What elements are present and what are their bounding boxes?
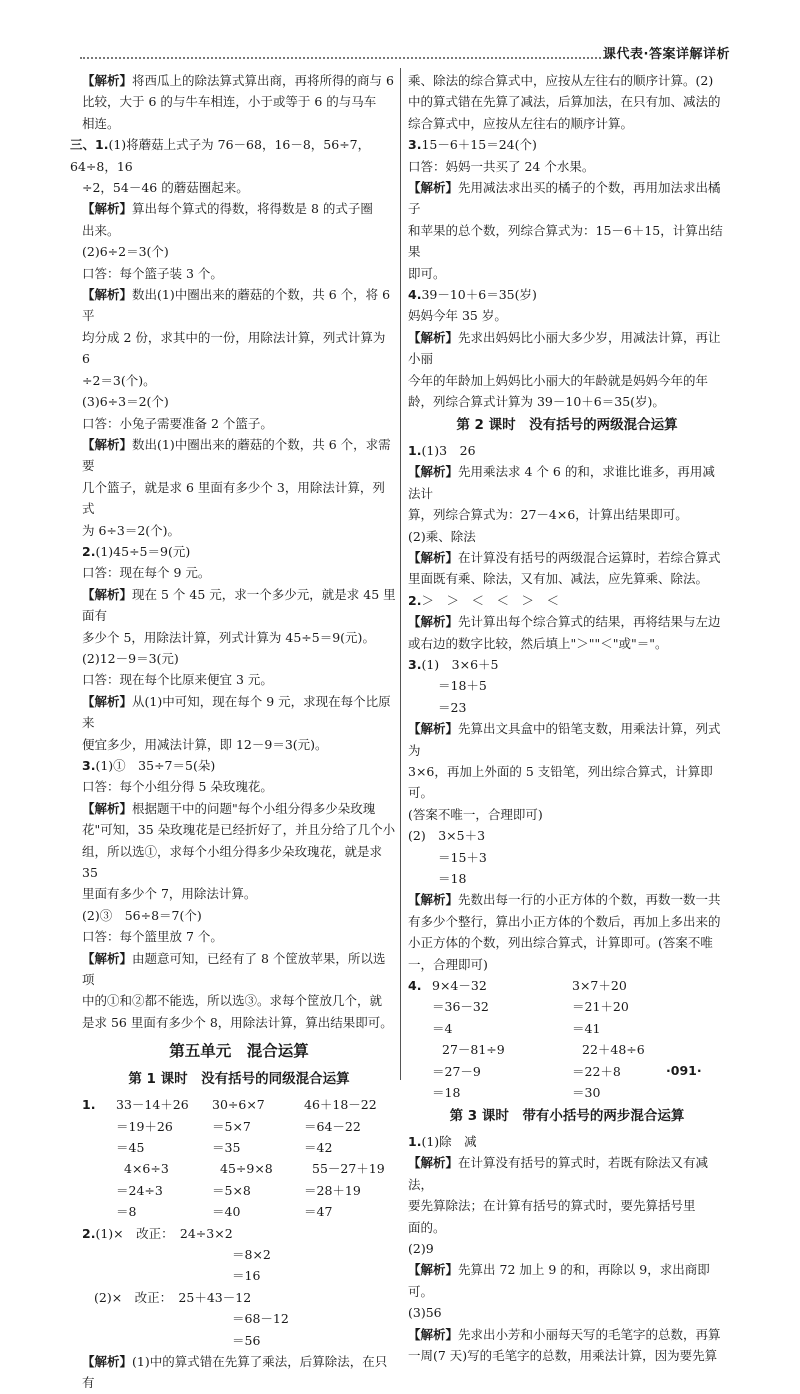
calc-cell: ＝4 xyxy=(432,1020,453,1036)
analysis-tag: 【解析】 xyxy=(82,287,133,303)
text-line: (2)12－9＝3(元) xyxy=(82,650,179,666)
text-line: 【解析】将西瓜上的除法算式算出商，再将所得的商与 6 xyxy=(82,73,394,88)
question-3 xyxy=(82,755,396,776)
text-line: (3)6÷3＝2(个) xyxy=(82,394,169,410)
calc-cell: ＝47 xyxy=(304,1204,333,1220)
analysis-tag: 【解析】 xyxy=(82,1353,133,1369)
question-number: 3. xyxy=(408,656,422,672)
question-1 xyxy=(408,440,726,461)
page-number: ·091· xyxy=(666,1063,702,1078)
calc-cell: 3×7＋20 xyxy=(572,978,627,994)
text-line: 中的①和②都不能选，所以选③。求每个筐放几个，就 xyxy=(82,993,383,1009)
analysis-tag: 【解析】 xyxy=(82,586,133,602)
question-text: (1)45÷5＝9(元) xyxy=(95,543,191,559)
right-analysis-6 xyxy=(408,718,726,825)
header-title: 课代表·答案详解详析 xyxy=(603,47,730,62)
text-line: 【解析】先求出小芳和小丽每天写的毛笔字的总数，再算 xyxy=(408,1326,721,1342)
text-line: 出来。 xyxy=(82,222,120,238)
analysis-tag: 【解析】 xyxy=(82,800,133,816)
text-line: 【解析】数出(1)中圈出来的蘑菇的个数，共 6 个，将 6 平 xyxy=(82,287,395,324)
text-line: 【解析】由题意可知，已经有了 8 个筐放苹果，所以选项 xyxy=(82,950,386,988)
text-line: 口答：现在每个比原来便宜 3 元。 xyxy=(82,672,273,688)
question-number: 三、1. xyxy=(70,137,109,153)
question-2 xyxy=(82,541,396,562)
question-text: (1)① 35÷7＝5(朵) xyxy=(95,758,216,773)
correction-line: ＝68－12 xyxy=(232,1311,289,1327)
question-number: 3. xyxy=(408,137,422,153)
question-2-corrections xyxy=(82,1223,396,1351)
text-line: 【解析】在计算没有括号的算式时，若既有除法又有减法， xyxy=(408,1155,709,1192)
right-analysis-8 xyxy=(408,1152,726,1366)
text-line: (2)9 xyxy=(408,1240,434,1256)
calc-cell: 55－27＋19 xyxy=(312,1161,385,1177)
calc-cell xyxy=(408,1082,432,1103)
text-line: 多少个 5，用除法计算，列式计算为 45÷5＝9(元)。 xyxy=(82,629,375,645)
calc-cell: 45÷9×8 xyxy=(220,1161,273,1177)
right-analysis-5 xyxy=(408,611,726,654)
text-line: 【解析】从(1)中可知，现在每个 9 元，求现在每个比原来 xyxy=(82,693,391,731)
calc-cell: ＝45 xyxy=(116,1139,145,1155)
calc-cell: 33－14＋26 xyxy=(116,1097,189,1113)
text-line: 【解析】先用减法求出买的橘子的个数，再用加法求出橘子 xyxy=(408,180,721,217)
question-number: 1. xyxy=(408,1133,422,1149)
text-line: 【解析】先算出文具盒中的铅笔支数，用乘法计算，列式为 xyxy=(408,721,721,758)
question-number: 2. xyxy=(408,592,422,608)
question-text: (1)将蘑菇上式子为 76－68，16－8，56÷7，64÷8，16 xyxy=(70,137,371,174)
text-line: 要先算除法；在计算有括号的算式时，要先算括号里 xyxy=(408,1198,696,1214)
text-line: 便宜多少，用减法计算，即 12－9＝3(元)。 xyxy=(82,736,328,752)
calc-grid-1 xyxy=(82,1094,396,1222)
question-text: (1) 3×6＋5 xyxy=(421,656,499,672)
text-line: 【解析】数出(1)中圈出来的蘑菇的个数，共 6 个，求需要 xyxy=(82,436,391,474)
text-line: 或右边的数字比较，然后填上"＞""＜"或"＝"。 xyxy=(408,635,668,651)
text-line: 口答：每个小组分得 5 朵玫瑰花。 xyxy=(82,779,273,795)
question-3 xyxy=(408,134,726,155)
correction-line: (2)× 改正： 25＋43－12 xyxy=(94,1289,252,1305)
analysis-tag: 【解析】 xyxy=(408,464,459,480)
analysis-tag: 【解析】 xyxy=(408,1326,459,1342)
question-number: 1. xyxy=(82,1097,96,1113)
calc-cell: 4×6÷3 xyxy=(124,1161,169,1177)
calc-line: ＝15＋3 xyxy=(438,849,487,865)
text-line: 一，合理即可) xyxy=(408,956,488,972)
calc-cell: ＝30 xyxy=(572,1085,601,1101)
calc-cell: 27－81÷9 xyxy=(442,1042,505,1058)
analysis-tag: 【解析】 xyxy=(408,180,459,196)
text-line: 【解析】根据题干中的问题"每个小组分得多少朵玫瑰 xyxy=(82,800,376,816)
text-line: 【解析】(1)中的算式错在先算了乘法，后算除法，在只有 xyxy=(82,1353,388,1391)
text-line: 【解析】先求出妈妈比小丽大多少岁，用减法计算，再让小丽 xyxy=(408,329,721,367)
question-text: 15－6＋15＝24(个) xyxy=(421,137,537,153)
right-column xyxy=(408,70,726,1366)
question-text: (1)3 26 xyxy=(421,442,476,458)
text-line: 花"可知，35 朵玫瑰花是已经折好了，并且分给了几个小 xyxy=(82,822,396,838)
correction-text: (1)× 改正： 24÷3×2 xyxy=(95,1225,233,1241)
text-line: 小正方体的个数，列出综合算式，计算即可。(答案不唯 xyxy=(408,935,713,951)
text-line: 组，所以选①，求每个小组分得多少朵玫瑰花，就是求 35 xyxy=(82,843,386,881)
calc-cell: ＝18 xyxy=(432,1085,461,1101)
text-line: 乘、除法的综合算式中，应按从左往右的顺序计算。(2) xyxy=(408,73,714,88)
text-line: 均分成 2 份，求其中的一份，用除法计算，列式计算为 6 xyxy=(82,329,390,367)
calc-cell: 22＋48÷6 xyxy=(582,1042,645,1058)
calc-cell xyxy=(82,1137,116,1158)
left-analysis-2 xyxy=(82,198,396,541)
analysis-tag: 【解析】 xyxy=(408,329,459,345)
question-number: 4. xyxy=(408,287,422,303)
text-line: 为 6÷3＝2(个)。 xyxy=(82,522,181,538)
correction-line: ＝8×2 xyxy=(232,1246,271,1262)
analysis-tag: 【解析】 xyxy=(408,892,459,908)
question-number: 2. xyxy=(82,1225,96,1241)
calc-cell: ＝22＋8 xyxy=(572,1063,621,1079)
analysis-tag: 【解析】 xyxy=(408,614,459,630)
question-text: ＞ ＞ ＜ ＜ ＞ ＜ xyxy=(421,592,559,608)
calc-cell xyxy=(408,1039,432,1060)
text-line: 比较，大于 6 的与牛车相连，小于或等于 6 的与马车 xyxy=(82,94,377,110)
calc-cell: 46＋18－22 xyxy=(304,1097,377,1113)
text-line: ÷2＝3(个)。 xyxy=(82,372,156,388)
calc-line: ＝23 xyxy=(438,699,467,715)
text-line: 里面有多少个 7，用除法计算。 xyxy=(82,886,257,902)
question-number: 1. xyxy=(408,442,422,458)
lesson-1-title: 第 1 课时 没有括号的同级混合运算 xyxy=(128,1070,350,1087)
text-line: 【解析】先数出每一行的小正方体的个数，再数一数一共 xyxy=(408,892,721,908)
calc-cell: ＝24÷3 xyxy=(116,1182,163,1198)
calc-cell: ＝27－9 xyxy=(432,1063,481,1079)
text-line: 中的算式错在先算了减法，后算加法，在只有加、减法的 xyxy=(408,94,721,110)
right-analysis-2 xyxy=(408,156,726,284)
page-header xyxy=(80,44,730,64)
calc-grid-4 xyxy=(408,975,726,1103)
calc-cell: 9×4－32 xyxy=(432,978,487,994)
calc-line: (2) 3×5＋3 xyxy=(408,828,486,844)
calc-cell: ＝19＋26 xyxy=(116,1118,173,1134)
correction-line: ＝56 xyxy=(232,1332,261,1348)
calc-cell xyxy=(82,1158,116,1179)
text-line: 口答：妈妈一共买了 24 个水果。 xyxy=(408,158,595,174)
text-line: 【解析】先用乘法求 4 个 6 的和，求谁比谁多，再用减法计 xyxy=(408,464,715,501)
calc-cell: ＝64－22 xyxy=(304,1118,361,1134)
calc-cell: ＝5×8 xyxy=(212,1182,251,1198)
text-line: (2)乘、除法 xyxy=(408,528,476,544)
calc-cell: ＝42 xyxy=(304,1139,333,1155)
correction-line xyxy=(82,1223,396,1244)
text-line: 有多少个整行，算出小正方体的个数后，再加上多出来的 xyxy=(408,913,721,929)
analysis-tag: 【解析】 xyxy=(408,721,459,737)
text-line: 【解析】算出每个算式的得数，将得数是 8 的式子圈 xyxy=(82,201,373,217)
calc-cell: ＝28＋19 xyxy=(304,1182,361,1198)
calc-cell: ＝35 xyxy=(212,1139,241,1155)
text-line: 相连。 xyxy=(82,115,120,131)
analysis-tag: 【解析】 xyxy=(82,73,133,88)
right-analysis-3 xyxy=(408,305,726,412)
text-line: 【解析】先算出 72 加上 9 的和，再除以 9，求出商即可。 xyxy=(408,1262,710,1299)
question-2 xyxy=(408,590,726,611)
text-line: (2)6÷2＝3(个) xyxy=(82,244,169,260)
right-analysis-1 xyxy=(408,70,726,134)
calc-cell: ＝40 xyxy=(212,1204,241,1220)
text-line: 【解析】在计算没有括号的两级混合运算时，若综合算式 xyxy=(408,549,721,565)
header-dotted-rule xyxy=(80,57,612,59)
analysis-tag: 【解析】 xyxy=(408,1262,459,1278)
question-number: 3. xyxy=(82,758,96,773)
text-line: (答案不唯一，合理即可) xyxy=(408,806,543,822)
calc-cell xyxy=(82,1201,116,1222)
text-line: 3×6，再加上外面的 5 支铅笔，列出综合算式，计算即可。 xyxy=(408,764,713,801)
text-line: 算，列综合算式为：27－4×6，计算出结果即可。 xyxy=(408,507,688,523)
left-column xyxy=(70,70,396,1394)
column-divider xyxy=(400,68,401,1080)
text-line: 今年的年龄加上妈妈比小丽大的年龄就是妈妈今年的年 xyxy=(408,372,709,388)
calc-cell: ＝21＋20 xyxy=(572,999,629,1015)
analysis-tag: 【解析】 xyxy=(82,693,133,709)
text-line: 妈妈今年 35 岁。 xyxy=(408,308,507,324)
calc-line: ＝18 xyxy=(438,871,467,887)
calc-cell xyxy=(408,1018,432,1039)
text-line: 口答：每个篮子装 3 个。 xyxy=(82,265,223,281)
text-line: (3)56 xyxy=(408,1305,442,1321)
text-line: 龄，列综合算式计算为 39－10＋6＝35(岁)。 xyxy=(408,394,665,410)
right-analysis-7 xyxy=(408,889,726,975)
text-line: 和苹果的总个数，列综合算式为：15－6＋15，计算出结果 xyxy=(408,222,723,260)
calc-cell: ＝8 xyxy=(116,1204,137,1220)
text-line: 几个篮子，就是求 6 里面有多少个 3，用除法计算，列式 xyxy=(82,479,385,517)
question-3-1 xyxy=(70,134,396,177)
analysis-tag: 【解析】 xyxy=(82,201,133,217)
text-line: 【解析】现在 5 个 45 元，求一个多少元，就是求 45 里面有 xyxy=(82,586,396,624)
text-line: (2)③ 56÷8＝7(个) xyxy=(82,907,202,923)
calc-cell: ＝41 xyxy=(572,1020,601,1036)
left-analysis-1 xyxy=(82,70,396,134)
right-analysis-4 xyxy=(408,461,726,589)
question-4 xyxy=(408,284,726,305)
question-text: (1)除 减 xyxy=(421,1133,477,1149)
question-number: 4. xyxy=(408,978,422,994)
calc-cell: 30÷6×7 xyxy=(212,1097,265,1113)
analysis-tag: 【解析】 xyxy=(408,549,459,565)
calc-cell xyxy=(408,1061,432,1082)
calc-cell xyxy=(408,996,432,1017)
lesson-2-title: 第 2 课时 没有括号的两级混合运算 xyxy=(456,416,678,433)
correction-line: ＝16 xyxy=(232,1268,261,1284)
unit-title: 第五单元 混合运算 xyxy=(169,1042,309,1061)
text-line: 一周(7 天)写的毛笔字的总数，用乘法计算，因为要先算 xyxy=(408,1347,718,1363)
calc-cell xyxy=(82,1116,116,1137)
question-1 xyxy=(408,1131,726,1152)
analysis-tag: 【解析】 xyxy=(408,1155,459,1171)
calc-line: ＝18＋5 xyxy=(438,678,487,694)
question-text: 39－10＋6＝35(岁) xyxy=(421,287,537,303)
question-number: 2. xyxy=(82,543,96,559)
question-3-1 xyxy=(408,654,726,675)
calc-cell: ＝36－32 xyxy=(432,999,489,1015)
text-line: 面的。 xyxy=(408,1219,446,1235)
calc-cell xyxy=(82,1180,116,1201)
text-line: 口答：现在每个 9 元。 xyxy=(82,565,211,581)
calc-cell: ＝5×7 xyxy=(212,1118,251,1134)
text-line: 里面既有乘、除法，又有加、减法，应先算乘、除法。 xyxy=(408,571,709,587)
text-line: 【解析】先计算出每个综合算式的结果，再将结果与左边 xyxy=(408,614,721,630)
analysis-tag: 【解析】 xyxy=(82,436,133,452)
text-line: 即可。 xyxy=(408,265,446,281)
text-line: 综合算式中，应按从左往右的顺序计算。 xyxy=(408,115,634,131)
left-analysis-3 xyxy=(82,562,396,755)
left-analysis-4 xyxy=(82,776,396,1033)
text-line: 是求 56 里面有多少个 8，用除法计算，算出结果即可。 xyxy=(82,1014,393,1030)
text-line: ÷2，54－46 的蘑菇圈起来。 xyxy=(82,180,249,196)
analysis-tag: 【解析】 xyxy=(82,950,133,966)
text-line: 口答：每个篮里放 7 个。 xyxy=(82,929,223,945)
lesson-3-title: 第 3 课时 带有小括号的两步混合运算 xyxy=(449,1107,685,1124)
text-line: 口答：小兔子需要准备 2 个篮子。 xyxy=(82,415,273,431)
